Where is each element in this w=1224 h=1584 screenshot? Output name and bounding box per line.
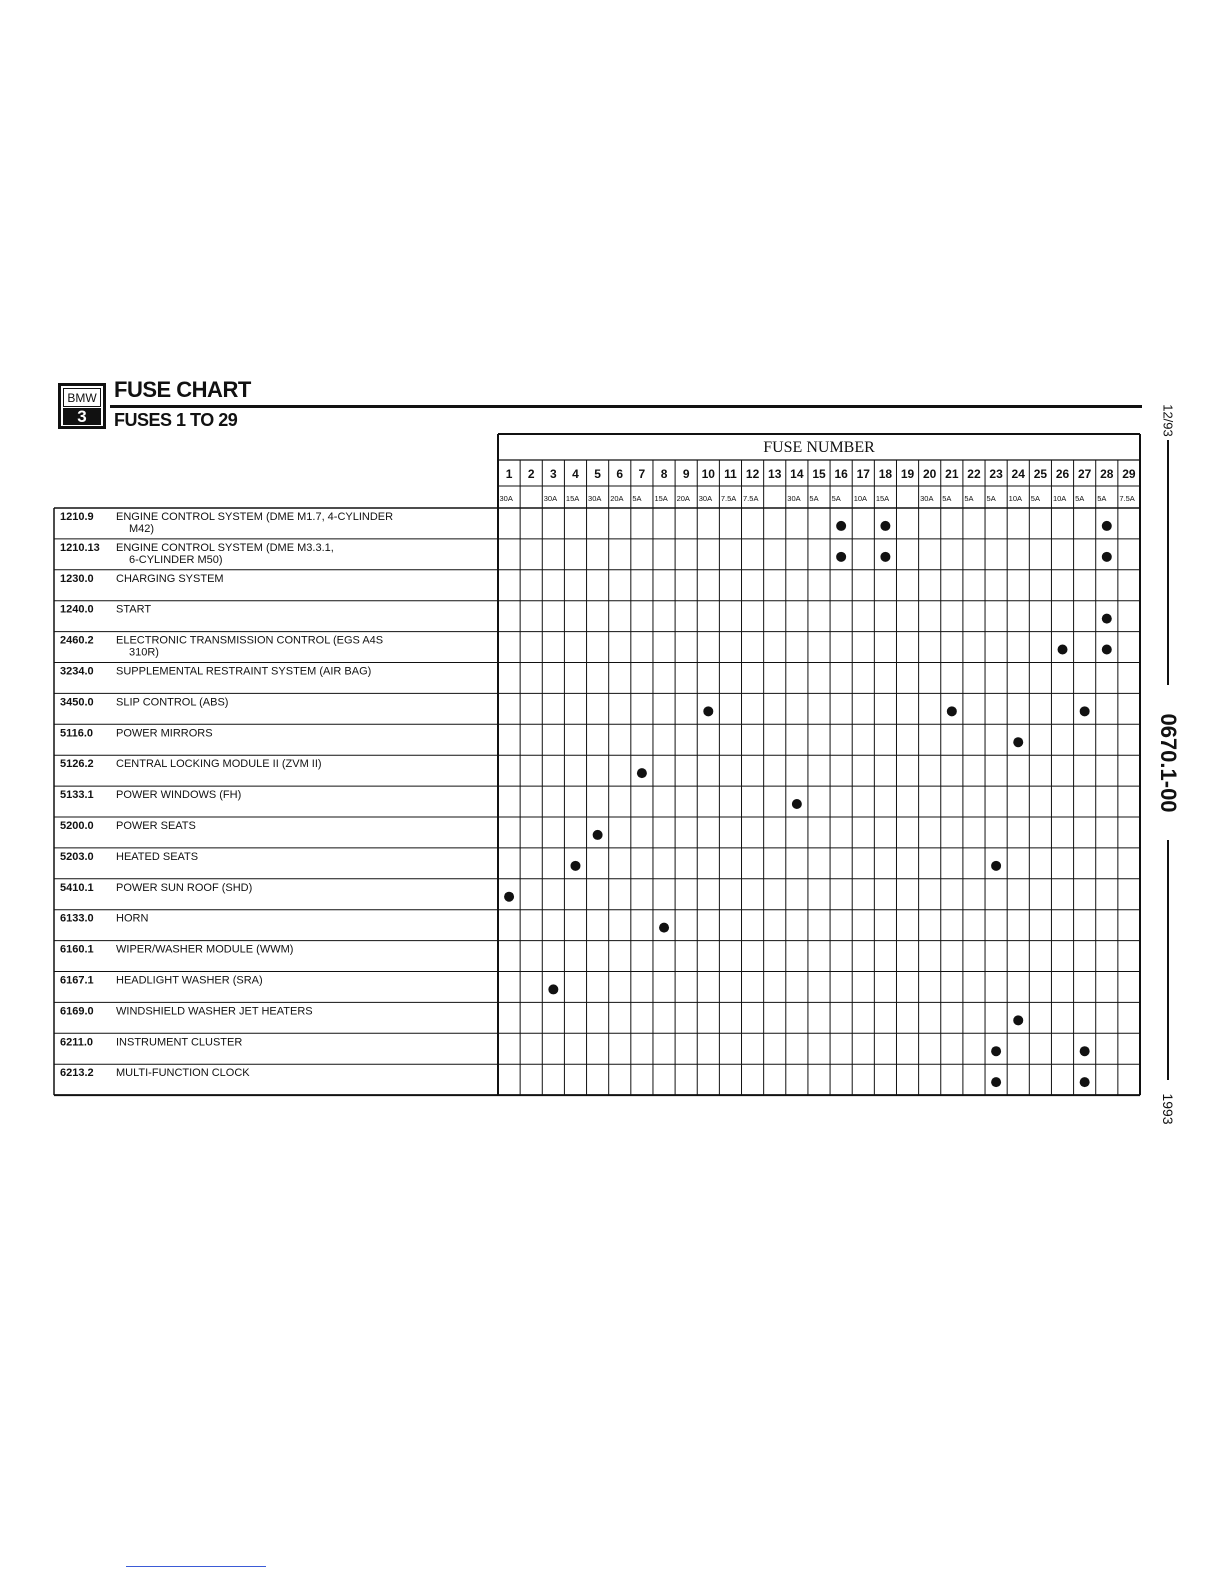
fuse-rating-8: 15A bbox=[654, 494, 668, 503]
fuse-number-27: 27 bbox=[1077, 467, 1092, 481]
row-description: WIPER/WASHER MODULE (WWM) bbox=[116, 943, 294, 956]
fuse-rating-25: 5A bbox=[1030, 494, 1040, 503]
fuse-rating-9: 20A bbox=[676, 494, 690, 503]
row-description: ELECTRONIC TRANSMISSION CONTROL (EGS A4S 310R) bbox=[116, 634, 384, 659]
fuse-rating-28: 5A bbox=[1097, 494, 1107, 503]
fuse-rating-11: 7.5A bbox=[720, 494, 737, 503]
fuse-indicator-dot bbox=[659, 923, 669, 933]
fuse-number-8: 8 bbox=[660, 467, 668, 481]
fuse-rating-12: 7.5A bbox=[743, 494, 759, 503]
row-description: ENGINE CONTROL SYSTEM (DME M3.3.1, 6-CYLINDER M50) bbox=[116, 541, 334, 566]
row-description: INSTRUMENT CLUSTER bbox=[116, 1036, 243, 1049]
fuse-rating-23: 5A bbox=[986, 494, 996, 503]
fuse-number-11: 11 bbox=[724, 467, 737, 481]
row-code: 6160.1 bbox=[60, 943, 94, 956]
page-title: FUSE CHART bbox=[114, 377, 251, 402]
row-description: START bbox=[116, 603, 152, 616]
fuse-indicator-dot bbox=[836, 552, 846, 562]
row-description: POWER WINDOWS (FH) bbox=[116, 789, 242, 802]
fuse-rating-24: 10A bbox=[1008, 494, 1023, 503]
fuse-number-2: 2 bbox=[527, 467, 535, 481]
row-code: 1210.9 bbox=[60, 511, 94, 523]
fuse-number-14: 14 bbox=[790, 467, 804, 481]
row-code: 1240.0 bbox=[60, 603, 94, 616]
row-code: 5200.0 bbox=[60, 820, 94, 832]
fuse-rating-29: 7.5A bbox=[1119, 494, 1135, 503]
fuse-rating-1: 30A bbox=[499, 494, 513, 503]
logo-brand-text: BMW bbox=[63, 388, 101, 407]
fuse-indicator-dot bbox=[880, 521, 890, 531]
fuse-rating-10: 30A bbox=[698, 494, 713, 503]
fuse-indicator-dot bbox=[1102, 552, 1112, 562]
row-code: 3234.0 bbox=[60, 665, 94, 678]
fuse-number-26: 26 bbox=[1055, 467, 1070, 481]
row-code: 6169.0 bbox=[60, 1005, 94, 1018]
bottom-link-line bbox=[126, 1566, 266, 1567]
fuse-number-17: 17 bbox=[856, 467, 870, 481]
fuse-rating-27: 5A bbox=[1075, 494, 1085, 503]
row-code: 3450.0 bbox=[60, 696, 94, 709]
fuse-number-10: 10 bbox=[701, 467, 715, 481]
row-code: 5410.1 bbox=[60, 881, 94, 894]
row-description: SLIP CONTROL (ABS) bbox=[116, 696, 229, 709]
fuse-rating-18: 15A bbox=[875, 494, 890, 503]
row-description: HEADLIGHT WASHER (SRA) bbox=[116, 974, 263, 987]
margin-year: 1993 bbox=[1160, 1093, 1176, 1125]
fuse-rating-5: 30A bbox=[588, 494, 602, 503]
row-description: HEATED SEATS bbox=[116, 850, 199, 863]
row-description: HORN bbox=[116, 912, 149, 925]
side-margin bbox=[1148, 395, 1188, 1130]
row-description: POWER SEATS bbox=[116, 820, 196, 832]
fuse-indicator-dot bbox=[1102, 614, 1112, 624]
fuse-indicator-dot bbox=[1102, 645, 1112, 655]
logo-model-badge: 3 bbox=[63, 408, 101, 425]
row-code: 6213.2 bbox=[60, 1067, 94, 1080]
fuse-number-22: 22 bbox=[967, 467, 981, 481]
fuse-indicator-dot bbox=[1080, 1077, 1090, 1087]
fuse-rating-16: 5A bbox=[831, 494, 841, 503]
fuse-number-header: FUSE NUMBER bbox=[763, 439, 875, 456]
fuse-rating-6: 20A bbox=[610, 494, 624, 503]
fuse-indicator-dot bbox=[836, 521, 846, 531]
fuse-number-5: 5 bbox=[594, 467, 601, 481]
fuse-indicator-dot bbox=[1013, 1015, 1023, 1025]
row-code: 6167.1 bbox=[60, 974, 94, 987]
fuse-number-28: 28 bbox=[1100, 467, 1114, 481]
fuse-number-3: 3 bbox=[550, 467, 557, 481]
fuse-number-29: 29 bbox=[1122, 467, 1136, 481]
row-code: 5133.1 bbox=[60, 789, 94, 802]
fuse-number-24: 24 bbox=[1011, 467, 1025, 481]
fuse-indicator-dot bbox=[504, 892, 514, 902]
fuse-rating-4: 15A bbox=[565, 494, 580, 503]
fuse-number-6: 6 bbox=[616, 467, 624, 481]
fuse-rating-22: 5A bbox=[964, 494, 974, 503]
fuse-number-15: 15 bbox=[812, 467, 826, 481]
fuse-number-20: 20 bbox=[923, 467, 937, 481]
fuse-rating-14: 30A bbox=[787, 494, 801, 503]
fuse-indicator-dot bbox=[792, 799, 802, 809]
row-description: SUPPLEMENTAL RESTRAINT SYSTEM (AIR BAG) bbox=[116, 665, 372, 678]
fuse-number-4: 4 bbox=[572, 467, 579, 481]
fuse-indicator-dot bbox=[1058, 645, 1068, 655]
row-code: 1230.0 bbox=[60, 572, 94, 585]
fuse-number-16: 16 bbox=[834, 467, 848, 481]
fuse-number-18: 18 bbox=[878, 467, 893, 481]
row-code: 5116.0 bbox=[60, 727, 94, 740]
fuse-rating-21: 5A bbox=[942, 494, 952, 503]
margin-doc-number: 0670.1-00 bbox=[1156, 713, 1181, 813]
row-description: POWER MIRRORS bbox=[116, 727, 213, 740]
fuse-number-12: 12 bbox=[745, 467, 760, 481]
row-description: ENGINE CONTROL SYSTEM (DME M1.7, 4-CYLINDER M42) bbox=[116, 511, 394, 535]
fuse-indicator-dot bbox=[947, 706, 957, 716]
fuse-indicator-dot bbox=[880, 552, 890, 562]
row-description: POWER SUN ROOF (SHD) bbox=[116, 881, 253, 894]
fuse-number-25: 25 bbox=[1033, 467, 1048, 481]
row-code: 2460.2 bbox=[60, 634, 94, 647]
fuse-rating-15: 5A bbox=[809, 494, 819, 503]
fuse-number-23: 23 bbox=[989, 467, 1003, 481]
fuse-indicator-dot bbox=[1080, 1046, 1090, 1056]
fuse-number-13: 13 bbox=[768, 467, 782, 481]
row-description: MULTI-FUNCTION CLOCK bbox=[116, 1067, 250, 1080]
fuse-indicator-dot bbox=[593, 830, 603, 840]
fuse-number-1: 1 bbox=[505, 467, 513, 481]
row-description: CENTRAL LOCKING MODULE II (ZVM II) bbox=[116, 758, 322, 771]
fuse-indicator-dot bbox=[703, 706, 713, 716]
fuse-rating-26: 10A bbox=[1052, 494, 1067, 503]
fuse-indicator-dot bbox=[1102, 521, 1112, 531]
fuse-indicator-dot bbox=[1013, 737, 1023, 747]
fuse-number-7: 7 bbox=[638, 467, 646, 481]
row-code: 5126.2 bbox=[60, 758, 94, 771]
fuse-indicator-dot bbox=[991, 1046, 1001, 1056]
margin-date: 12/93 bbox=[1160, 404, 1176, 437]
fuse-rating-7: 5A bbox=[632, 494, 642, 503]
fuse-indicator-dot bbox=[548, 984, 558, 994]
fuse-number-21: 21 bbox=[945, 467, 959, 481]
fuse-indicator-dot bbox=[1080, 706, 1090, 716]
row-code: 6133.0 bbox=[60, 912, 94, 925]
fuse-indicator-dot bbox=[637, 768, 647, 778]
row-code: 5203.0 bbox=[60, 850, 94, 863]
fuse-indicator-dot bbox=[991, 1077, 1001, 1087]
fuse-rating-17: 10A bbox=[853, 494, 868, 503]
fuse-rating-20: 30A bbox=[920, 494, 934, 503]
fuse-number-19: 19 bbox=[900, 467, 915, 481]
fuse-number-9: 9 bbox=[682, 467, 690, 481]
fuse-rating-3: 30A bbox=[543, 494, 558, 503]
page-subtitle: FUSES 1 TO 29 bbox=[114, 410, 238, 430]
fuse-indicator-dot bbox=[570, 861, 580, 871]
row-code: 6211.0 bbox=[60, 1036, 94, 1049]
row-code: 1210.13 bbox=[60, 541, 100, 554]
fuse-indicator-dot bbox=[991, 861, 1001, 871]
row-description: CHARGING SYSTEM bbox=[116, 572, 224, 585]
row-description: WINDSHIELD WASHER JET HEATERS bbox=[116, 1005, 313, 1018]
